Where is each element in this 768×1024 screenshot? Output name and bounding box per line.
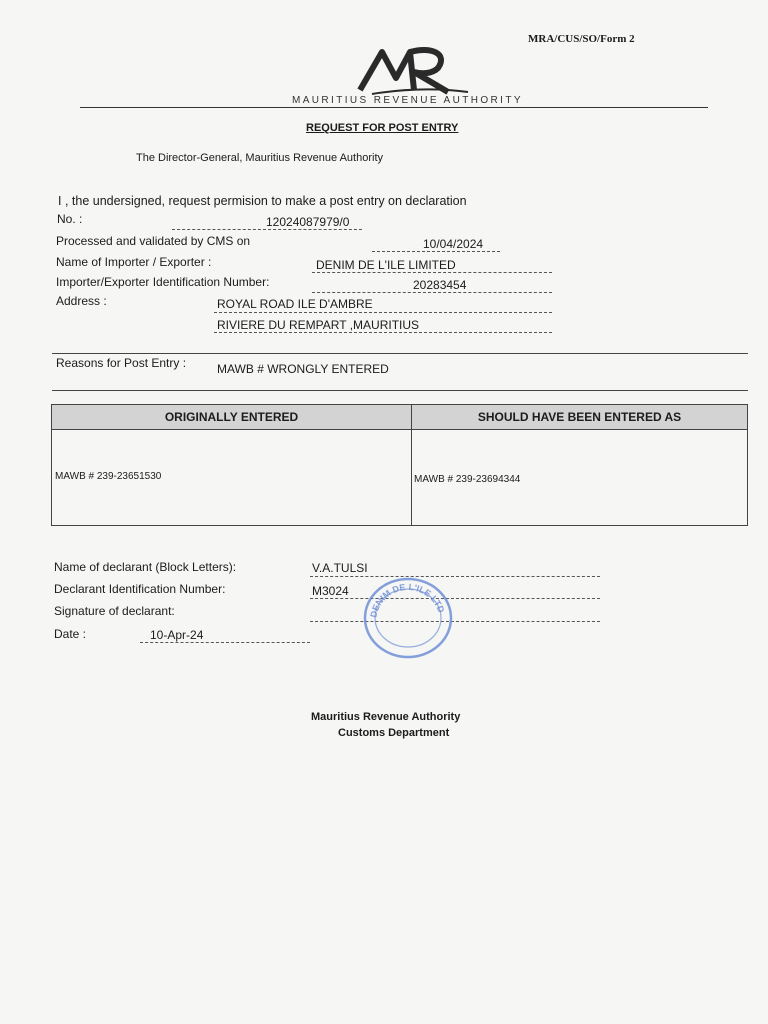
importer-id-line xyxy=(312,292,552,293)
importer-id-value: 20283454 xyxy=(413,278,467,292)
declarant-id-value: M3024 xyxy=(312,584,349,598)
declarant-name-line xyxy=(310,576,600,577)
form-code: MRA/CUS/SO/Form 2 xyxy=(528,33,635,45)
stamp-text: DENIM DE L'ILE LTD xyxy=(368,581,447,619)
authority-name: MAURITIUS REVENUE AUTHORITY xyxy=(292,95,523,106)
processed-date-value: 10/04/2024 xyxy=(423,237,484,251)
address-line2-value: RIVIERE DU REMPART ,MAURITIUS xyxy=(217,318,420,332)
mra-logo xyxy=(352,44,472,96)
declaration-no-line xyxy=(172,229,362,230)
reasons-value: MAWB # WRONGLY ENTERED xyxy=(217,362,389,376)
declarant-name-value: V.A.TULSI xyxy=(312,561,368,575)
company-stamp xyxy=(362,576,454,660)
address-line1-rule xyxy=(214,312,552,313)
importer-name-value: DENIM DE L'ILE LIMITED xyxy=(316,258,456,272)
address-line1-value: ROYAL ROAD ILE D'AMBRE xyxy=(217,297,373,311)
importer-id-label: Importer/Exporter Identification Number: xyxy=(56,275,270,289)
signature-line xyxy=(310,621,600,622)
reasons-label: Reasons for Post Entry : xyxy=(56,356,187,370)
section-rule-2 xyxy=(52,390,748,391)
column-divider xyxy=(411,430,412,525)
declarant-name-label: Name of declarant (Block Letters): xyxy=(54,560,237,574)
header-rule xyxy=(80,107,708,108)
declarant-id-line xyxy=(310,598,600,599)
processed-line xyxy=(372,251,500,252)
header-should-have-been: SHOULD HAVE BEEN ENTERED AS xyxy=(411,405,747,430)
importer-name-label: Name of Importer / Exporter : xyxy=(56,255,212,269)
footer-authority: Mauritius Revenue Authority xyxy=(311,711,461,723)
declarant-id-label: Declarant Identification Number: xyxy=(54,582,226,596)
cell-corrected-mawb: MAWB # 239-23694344 xyxy=(414,474,521,485)
date-value: 10-Apr-24 xyxy=(150,628,204,642)
section-rule-1 xyxy=(52,353,748,354)
form-title: REQUEST FOR POST ENTRY xyxy=(306,122,459,134)
declaration-no-label: No. : xyxy=(57,212,83,226)
date-line xyxy=(140,642,310,643)
address-label: Address : xyxy=(56,294,107,308)
address-line2-rule xyxy=(214,332,552,333)
entry-comparison-table xyxy=(51,404,748,526)
intro-text: I , the undersigned, request permision to make a post entry on declaration xyxy=(58,194,467,208)
declaration-no-value: 12024087979/0 xyxy=(266,215,350,229)
footer-department: Customs Department xyxy=(338,727,450,739)
date-label: Date : xyxy=(54,627,87,641)
signature-label: Signature of declarant: xyxy=(54,604,175,618)
importer-name-line xyxy=(312,272,552,273)
cell-original-mawb: MAWB # 239-23651530 xyxy=(55,471,162,482)
processed-label: Processed and validated by CMS on xyxy=(56,234,251,248)
addressee: The Director-General, Mauritius Revenue Authority xyxy=(136,152,383,164)
header-originally-entered: ORIGINALLY ENTERED xyxy=(52,405,411,430)
